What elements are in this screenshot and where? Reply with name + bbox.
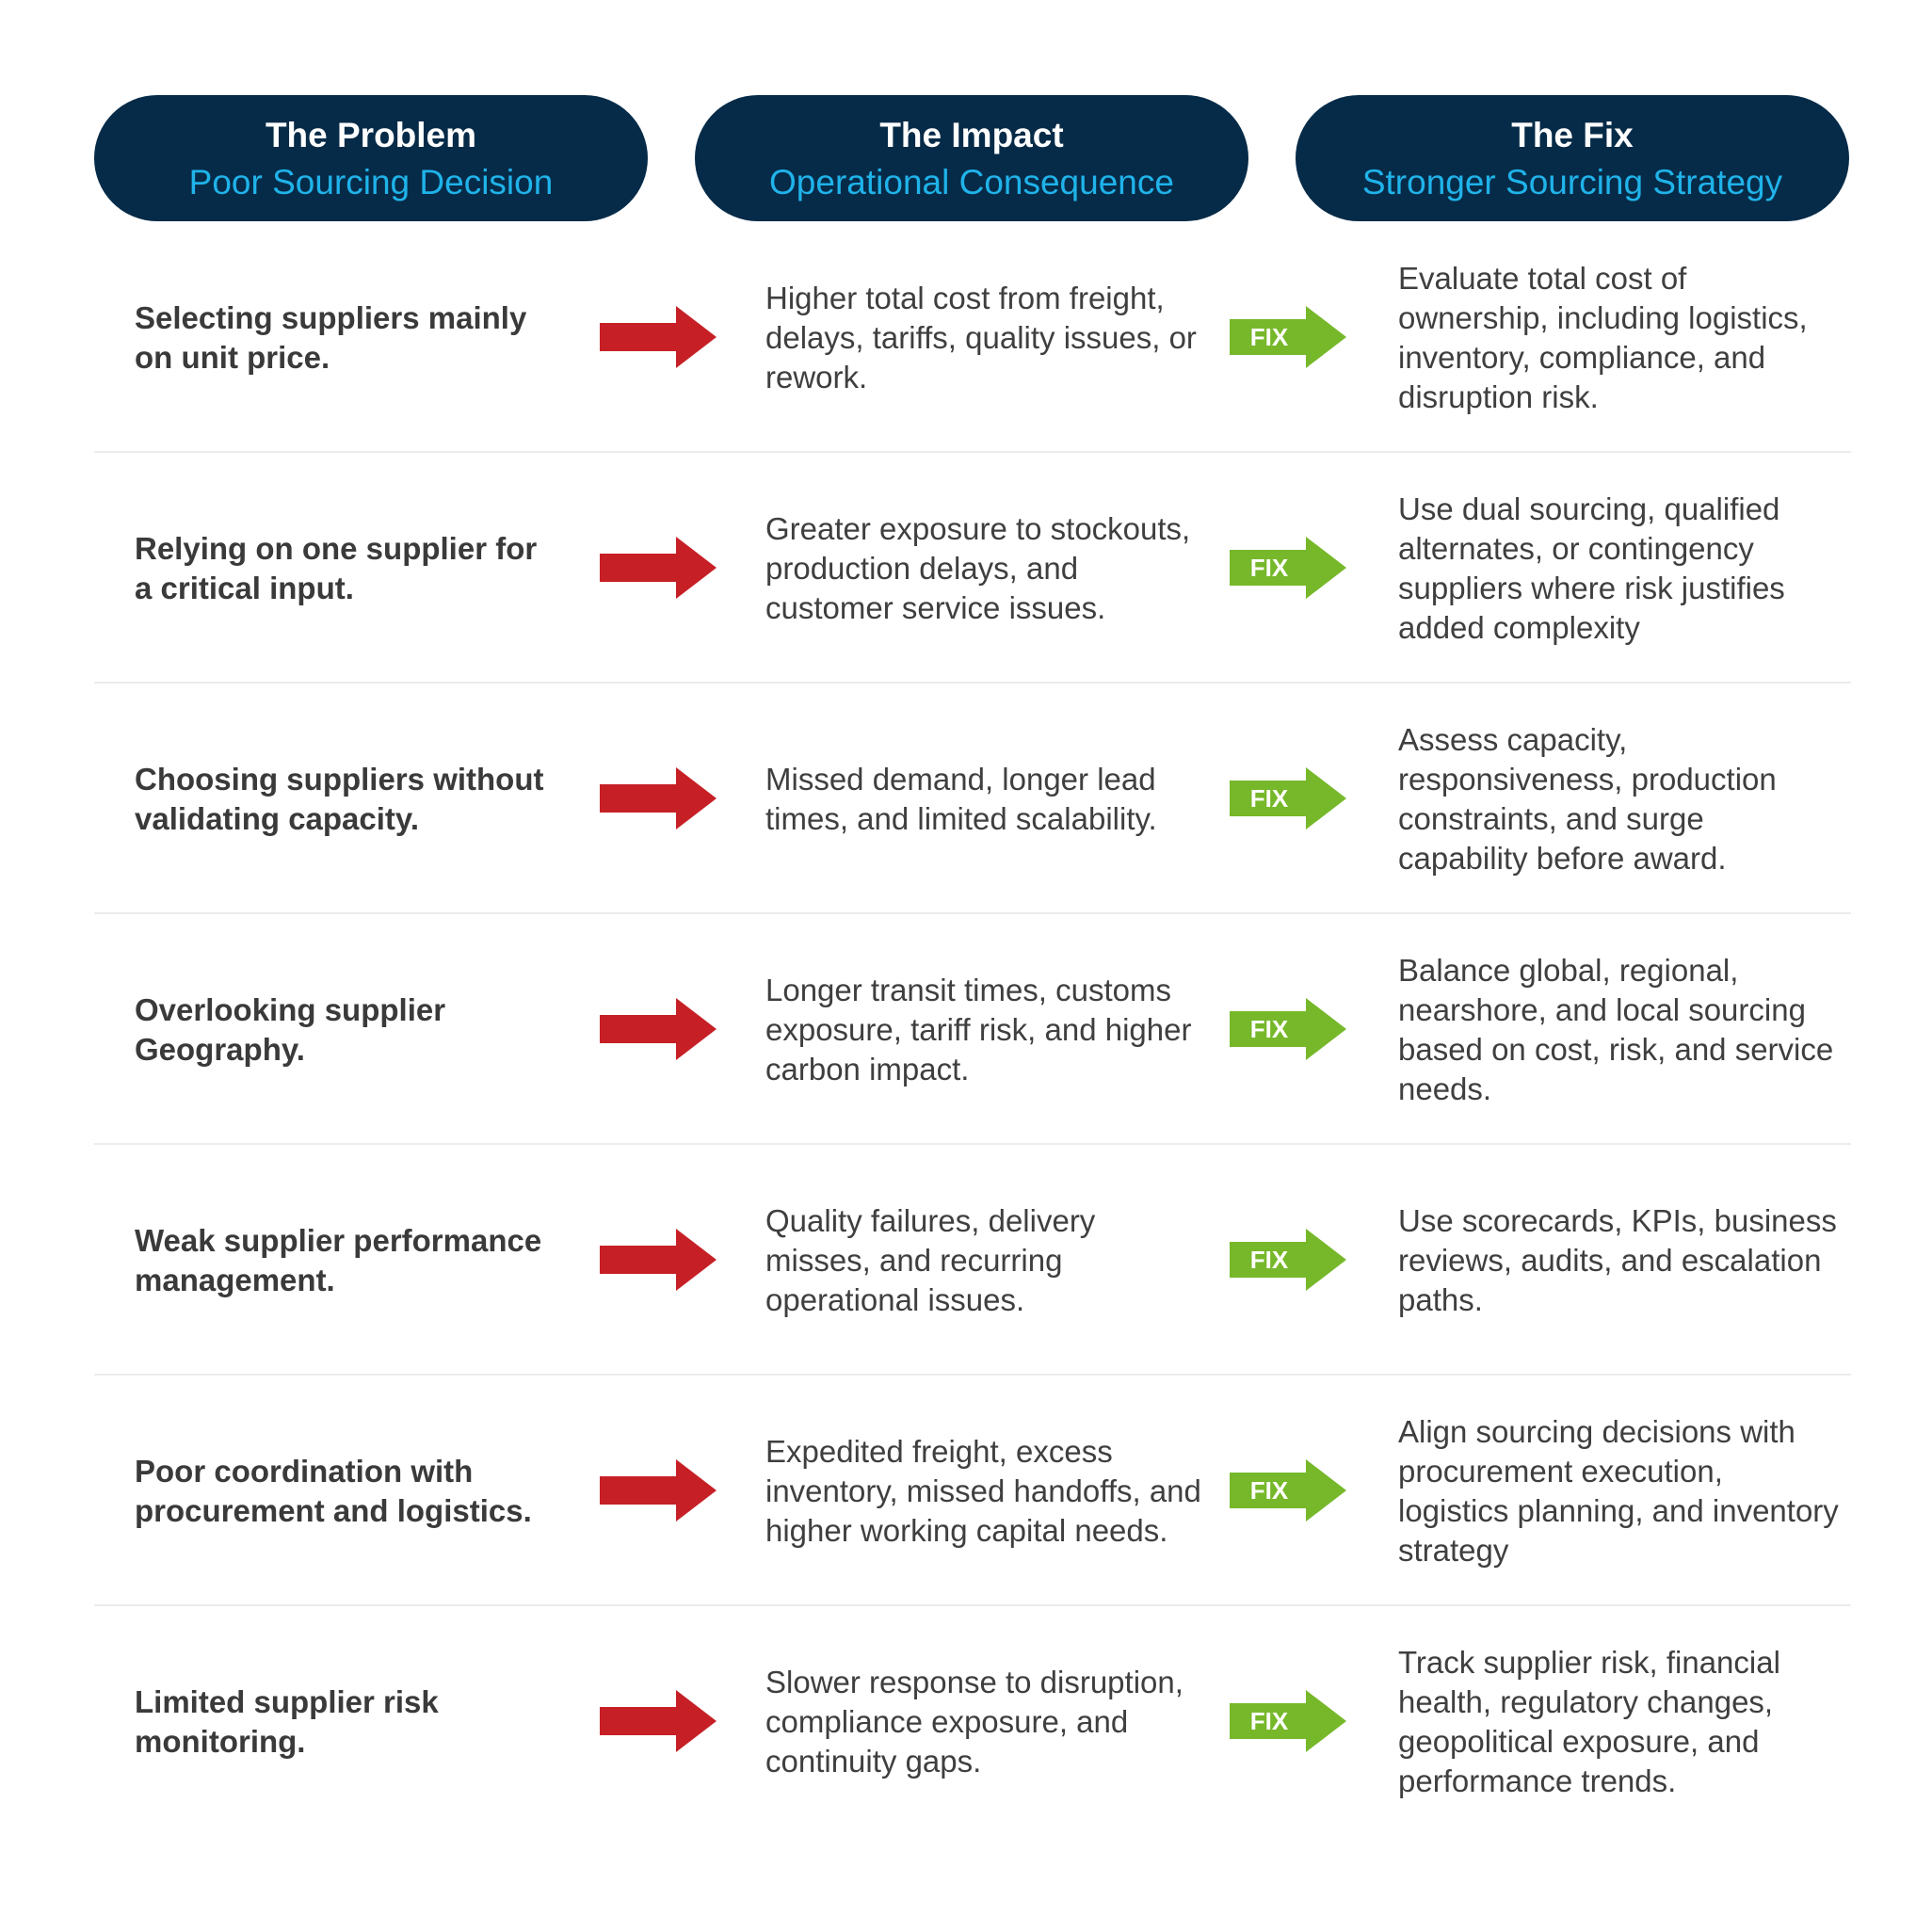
arrow-right-icon <box>600 1229 716 1291</box>
table-row <box>94 684 1851 914</box>
header-impact-subtitle: Operational Consequence <box>769 163 1174 201</box>
header-fix-subtitle: Stronger Sourcing Strategy <box>1361 163 1783 201</box>
header-problem <box>94 95 648 221</box>
table-row <box>94 1376 1851 1606</box>
fix-badge: FIX <box>1249 784 1289 813</box>
problem-text: Overlooking supplier Geography. <box>135 991 446 1067</box>
fix-text: Use dual sourcing, qualified alternates, or contingency suppliers where risk justifies added complexity <box>1398 491 1785 645</box>
fix-text: Align sourcing decisions with procurement execution, logistics planning, and inventory strategy <box>1398 1413 1839 1568</box>
table-row <box>94 914 1851 1145</box>
problem-text: Poor coordination with procurement and logistics. <box>135 1453 532 1528</box>
impact-text: Missed demand, longer lead times, and limited scalability. <box>765 761 1157 836</box>
arrow-right-icon <box>600 767 716 829</box>
impact-text: Expedited freight, excess inventory, missed handoffs, and higher working capital needs. <box>765 1433 1201 1548</box>
arrow-right-icon <box>600 306 716 368</box>
column-headers <box>94 95 1849 221</box>
fix-text: Assess capacity, responsiveness, production constraints, and surge capability before award. <box>1398 721 1777 876</box>
header-problem-title: The Problem <box>265 116 477 154</box>
problem-text: Choosing suppliers without validating capacity. <box>135 761 544 836</box>
table-row <box>94 453 1851 684</box>
impact-text: Quality failures, delivery misses, and recurring operational issues. <box>765 1202 1096 1317</box>
problem-text: Relying on one supplier for a critical input. <box>135 530 538 605</box>
problem-text: Weak supplier performance management. <box>135 1222 542 1297</box>
impact-text: Higher total cost from freight, delays, tariffs, quality issues, or rework. <box>765 280 1197 394</box>
impact-text: Greater exposure to stockouts, production delays, and customer service issues. <box>765 510 1191 625</box>
problem-text: Selecting suppliers mainly on unit price. <box>135 299 527 375</box>
fix-badge: FIX <box>1249 1015 1289 1043</box>
fix-badge: FIX <box>1249 323 1289 351</box>
fix-text: Use scorecards, KPIs, business reviews, audits, and escalation paths. <box>1398 1202 1837 1317</box>
arrow-right-icon <box>600 537 716 599</box>
header-impact <box>695 95 1248 221</box>
fix-text: Track supplier risk, financial health, regulatory changes, geopolitical exposure, and performance trends. <box>1398 1644 1780 1798</box>
fix-badge: FIX <box>1249 554 1289 582</box>
fix-badge: FIX <box>1249 1476 1289 1505</box>
header-fix <box>1296 95 1849 221</box>
fix-text: Balance global, regional, nearshore, and local sourcing based on cost, risk, and service needs. <box>1398 952 1834 1106</box>
problem-impact-fix-table <box>94 222 1851 1837</box>
fix-badge: FIX <box>1249 1246 1289 1274</box>
table-row <box>94 222 1851 453</box>
arrow-right-icon <box>600 1459 716 1521</box>
fix-badge: FIX <box>1249 1707 1289 1735</box>
impact-text: Slower response to disruption, compliance exposure, and continuity gaps. <box>765 1664 1183 1779</box>
impact-text: Longer transit times, customs exposure, tariff risk, and higher carbon impact. <box>765 972 1192 1087</box>
arrow-right-icon <box>600 1690 716 1752</box>
problem-text: Limited supplier risk monitoring. <box>135 1683 439 1759</box>
fix-text: Evaluate total cost of ownership, including logistics, inventory, compliance, and disruption risk. <box>1398 260 1808 414</box>
header-problem-subtitle: Poor Sourcing Decision <box>188 163 554 201</box>
table-row <box>94 1145 1851 1376</box>
arrow-right-icon <box>600 998 716 1060</box>
table-row <box>94 1606 1851 1837</box>
header-fix-title: The Fix <box>1511 116 1634 154</box>
header-impact-title: The Impact <box>879 116 1064 154</box>
